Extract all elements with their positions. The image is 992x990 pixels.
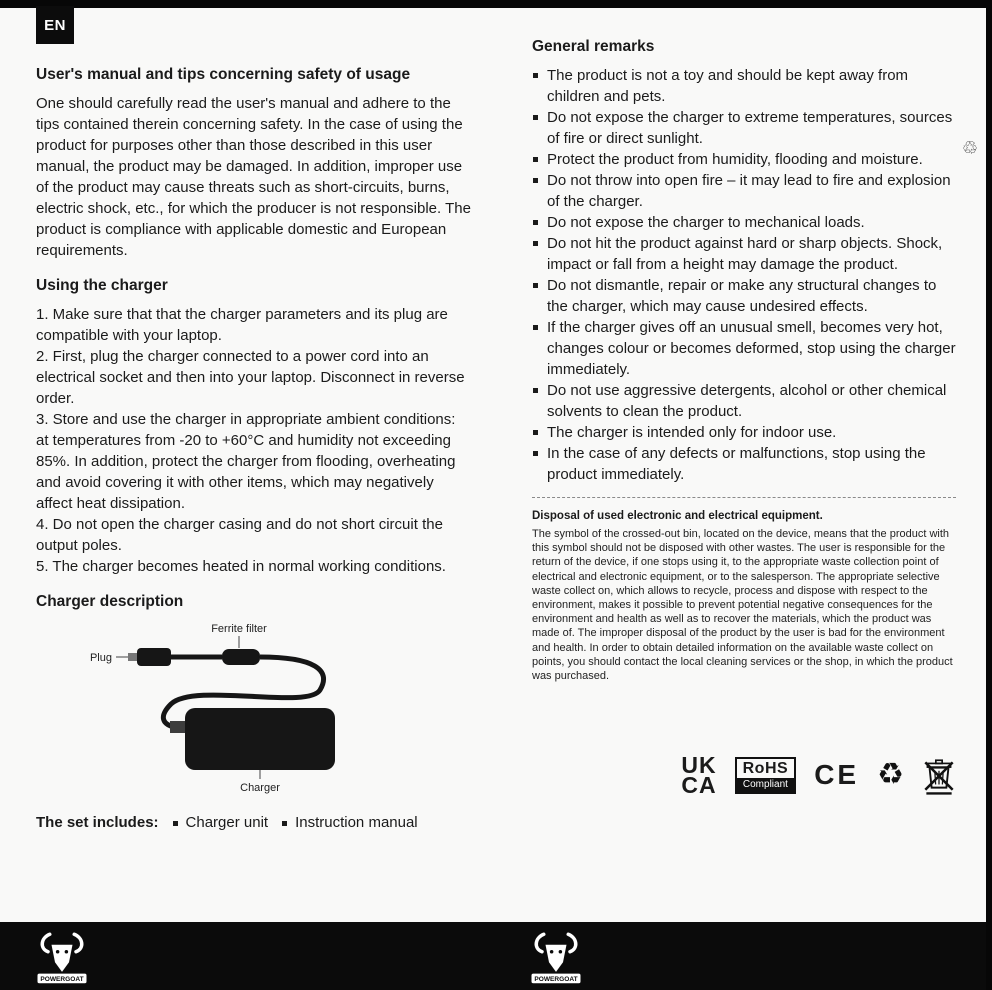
- remark-item: Do not throw into open fire – it may lead to fire and explosion of the charger.: [532, 170, 956, 212]
- right-column: [532, 36, 956, 799]
- remark-item: Protect the product from humidity, flooding and moisture.: [532, 149, 956, 170]
- using-step: 4. Do not open the charger casing and do not short circuit the output poles.: [36, 516, 443, 554]
- disposal-heading: Disposal of used electronic and electrical equipment.: [532, 510, 823, 522]
- remark-item: Do not hit the product against hard or sharp objects. Shock, impact or fall from a height may damage the product.: [532, 233, 956, 275]
- set-includes-label: The set includes:: [36, 814, 159, 831]
- powergoat-logo: [528, 928, 584, 986]
- using-step: 5. The charger becomes heated in normal working conditions.: [36, 558, 446, 575]
- ukca-mark: [681, 752, 717, 799]
- weee-crossed-bin-icon: [922, 755, 956, 795]
- charger-inlet-connector: [170, 721, 185, 733]
- goat-horn-right: [74, 934, 82, 952]
- safety-body: One should carefully read the user's manual and adhere to the tips contained therein concerning safety. In the case of using the product for purposes other than those described in this user manual, the product may be damaged. In addition, improper use of the product may cause threats such as short-circuits, burns, electric shock, etc., for which the producer is not responsible. The product is compliance with applicable domestic and European requirements.: [36, 95, 471, 259]
- general-remarks-heading: General remarks: [532, 38, 655, 55]
- remark-item: The product is not a toy and should be kept away from children and pets.: [532, 65, 956, 107]
- safety-heading: User's manual and tips concerning safety of usage: [36, 66, 411, 83]
- remark-item: Do not expose the charger to mechanical loads.: [532, 212, 956, 233]
- remark-item: If the charger gives off an unusual smell, becomes very hot, changes colour or becomes deformed, stop using the charger immediately.: [532, 317, 956, 380]
- using-step: 2. First, plug the charger connected to a power cord into an electrical socket and then into your laptop. Disconnect in reverse order.: [36, 348, 465, 407]
- ukca-line1: UK: [681, 752, 717, 779]
- goat-face: [52, 945, 73, 972]
- goat-horn-left: [536, 934, 544, 952]
- footer-bar: [0, 922, 992, 990]
- goat-horn-left: [42, 934, 50, 952]
- ce-mark: CE: [814, 759, 860, 791]
- plug-body: [137, 648, 171, 666]
- goat-face: [546, 945, 567, 972]
- brand-name: POWERGOAT: [534, 976, 578, 984]
- using-step: 3. Store and use the charger in appropriate ambient conditions: at temperatures from -20 to +60°C and humidity not exceeding 85%. In addition, protect the charger from flooding, overheating and avoid covering it with other items, which may negatively affect heat dissipation.: [36, 411, 456, 512]
- compliance-marks-row: [532, 752, 956, 799]
- charger-diagram: [74, 620, 414, 798]
- goat-horn-right: [568, 934, 576, 952]
- general-remarks-list: [532, 65, 956, 485]
- set-includes-item: Charger unit: [173, 814, 269, 831]
- plug-label: Plug: [89, 652, 112, 664]
- remark-item: Do not dismantle, repair or make any structural changes to the charger, which may cause undesired effects.: [532, 275, 956, 317]
- set-includes-row: [36, 814, 472, 831]
- ukca-line2: CA: [681, 772, 717, 799]
- set-includes-item: Instruction manual: [282, 814, 418, 831]
- rohs-mark: [735, 757, 797, 794]
- right-black-strip: [986, 0, 992, 990]
- dashed-separator: [532, 497, 956, 498]
- recycle-icon: ♻: [877, 758, 904, 792]
- using-heading: Using the charger: [36, 277, 168, 294]
- rohs-compliant-label: Compliant: [737, 778, 795, 792]
- ferrite-filter-label: Ferrite filter: [211, 623, 267, 635]
- using-step: 1. Make sure that that the charger parameters and its plug are compatible with your laptop.: [36, 306, 448, 344]
- remark-item: In the case of any defects or malfunctions, stop using the product immediately.: [532, 443, 956, 485]
- ferrite-filter: [222, 649, 260, 665]
- disposal-body: The symbol of the crossed-out bin, located on the device, means that the product with this symbol should not be disposed with other wastes. The user is responsible for the return of the device, if one stops using it, to the appropriate waste collection point of electrical and electronic equipment, or to the salesperson. The appropriate selective waste collect on, which allows to recycle, process and dispose with respect to the environment, makes it possible to prevent potential negative consequences for the environment and health as well as to recover the materials, which the product was made of. The improper disposal of the product by the user is bad for the environment and health. In order to obtain detailed information on the available waste collect on points, you should contact the local cleaning services or the shop, in which the product was purchased.: [532, 528, 953, 683]
- left-column: [36, 64, 472, 831]
- recycling-mark-page-edge: ♲: [961, 138, 978, 158]
- brand-name: POWERGOAT: [40, 976, 84, 984]
- charger-label: Charger: [240, 782, 280, 794]
- rohs-label: RoHS: [742, 759, 789, 777]
- charger-brick: [185, 708, 335, 770]
- remark-item: Do not expose the charger to extreme temperatures, sources of fire or direct sunlight.: [532, 107, 956, 149]
- powergoat-logo: [34, 928, 90, 986]
- description-heading: Charger description: [36, 593, 184, 610]
- plug-prong: [128, 653, 137, 661]
- language-badge: EN: [36, 6, 74, 44]
- remark-item: Do not use aggressive detergents, alcohol or other chemical solvents to clean the product.: [532, 380, 956, 422]
- top-black-strip: [0, 0, 992, 8]
- remark-item: The charger is intended only for indoor use.: [532, 422, 956, 443]
